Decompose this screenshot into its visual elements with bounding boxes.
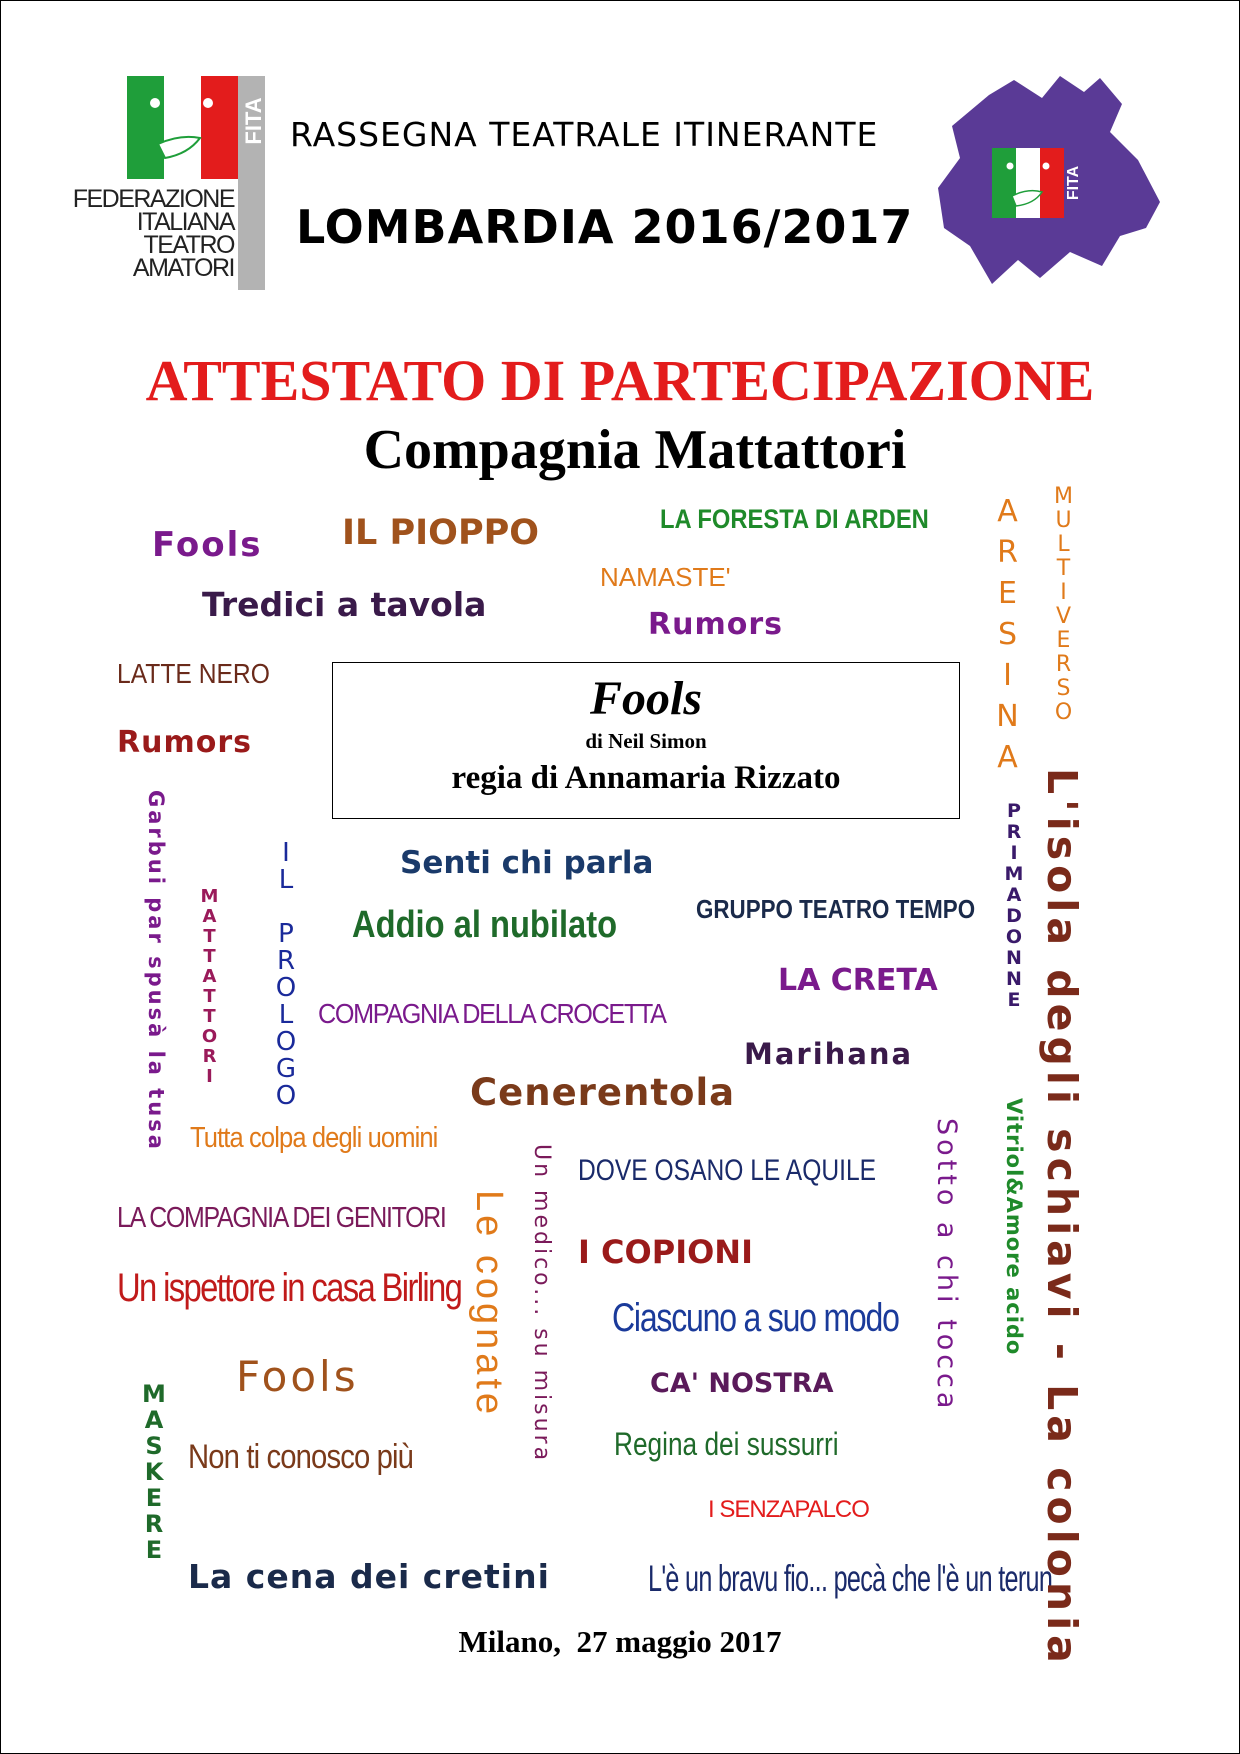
word-il-pioppo: IL PIOPPO [342,513,539,553]
fita-vertical-label: FITA [241,97,266,145]
word-tredici: Tredici a tavola [202,585,487,624]
fita-full-name: FEDERAZIONE ITALIANA TEATRO AMATORI [72,185,234,282]
word-rumors-2: Rumors [117,725,252,760]
word-primadonne: PRIMADONNE [1003,800,1025,1010]
word-crocetta: COMPAGNIA DELLA CROCETTA [318,998,666,1029]
word-ciascuno: Ciascuno a suo modo [612,1296,899,1340]
word-i-copioni: I COPIONI [578,1233,753,1271]
word-mattattori: MATTATTORI [199,886,220,1086]
word-dove-osano: DOVE OSANO LE AQUILE [578,1154,877,1187]
word-vitriol: Vitriol&Amore acido [1002,1098,1026,1356]
word-addio: Addio al nubilato [352,904,618,946]
company-name: Compagnia Mattattori [363,419,907,481]
word-senti-chi-parla: Senti chi parla [400,845,654,881]
play-author: di Neil Simon [585,729,707,753]
word-le-cognate: Le cognate [468,1190,510,1419]
rassegna-heading: RASSEGNA TEATRALE ITINERANTE [290,115,879,154]
word-regina: Regina dei sussurri [614,1426,839,1462]
word-gruppo-teatro-tempo: GRUPPO TEATRO TEMPO [696,894,976,924]
word-un-medico: Un medico... su misura [529,1144,554,1464]
lombardia-map-icon [934,70,1170,292]
word-la-creta: LA CRETA [778,963,938,998]
word-ispettore: Un ispettore in casa Birling [117,1266,462,1310]
word-ca-nostra: CA' NOSTRA [650,1368,834,1399]
word-maskere: MASKERE [140,1380,168,1562]
word-multiverso: MULTIVERSO [1051,484,1076,724]
play-title: Fools [589,672,703,725]
word-latte-nero: LATTE NERO [117,658,270,689]
word-garbui: Garbui par spusà la tusa [144,790,168,1152]
certificate-title: ATTESTATO DI PARTECIPAZIONE [145,348,1095,413]
word-sotto-a-chi-tocca: Sotto a chi tocca [931,1118,962,1413]
play-info-box [332,662,960,819]
word-non-ti-conosco: Non ti conosco più [188,1438,414,1476]
fita-logo-left [70,76,266,292]
word-aresina: ARESINA [990,494,1025,781]
word-senzapalco: I SENZAPALCO [708,1496,869,1523]
word-foresta-arden: LA FORESTA DI ARDEN [660,504,929,534]
word-bravu-fio: L'è un bravu fio... pecà che l'è un terun [648,1558,1053,1599]
word-fools-1: Fools [152,525,263,565]
footer-date: Milano, 27 maggio 2017 [458,1624,782,1659]
word-cena-cretini: La cena dei cretini [188,1557,550,1596]
lombardia-heading: LOMBARDIA 2016/2017 [296,200,914,254]
word-fools-2: Fools [236,1352,359,1401]
fita-map-label: FITA [1065,165,1083,201]
word-tutta-colpa: Tutta colpa degli uomini [190,1122,438,1154]
word-rumors-1: Rumors [648,607,783,642]
play-director: regia di Annamaria Rizzato [451,760,841,796]
word-cenerentola: Cenerentola [470,1071,736,1114]
word-isola-schiavi: L'isola degli schiavi - La colonia [1038,768,1086,1668]
word-namaste: NAMASTE' [600,562,731,592]
word-il-prologo: IL PROLOGO [271,838,301,1108]
word-compagnia-genitori: LA COMPAGNIA DEI GENITORI [117,1202,446,1234]
word-marihana: Marihana [744,1037,914,1071]
lombardia-map-logo [934,70,1170,292]
